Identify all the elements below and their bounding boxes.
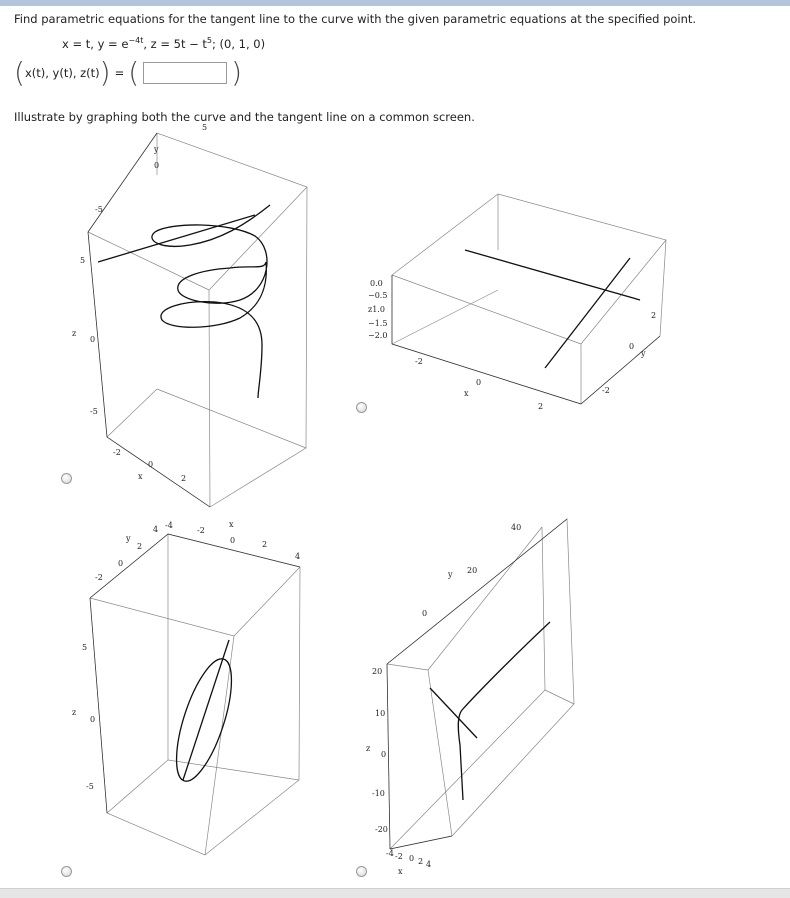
right-paren-1: ) xyxy=(99,56,111,89)
plot-c-label-x2: 2 xyxy=(262,540,268,549)
plot-d-curve xyxy=(458,622,550,800)
plot-d-label-y20: 20 xyxy=(467,566,478,575)
plot-a-label-xneg2: -2 xyxy=(113,448,121,457)
plot-c-label-x4: 4 xyxy=(295,552,301,561)
plot-c-label-xneg4: -4 xyxy=(165,521,173,530)
plot-d-label-z20: 20 xyxy=(372,667,383,676)
plot-d-label-x2: 2 xyxy=(418,857,424,866)
plot-c-label-y4: 4 xyxy=(153,525,159,534)
plot-d-radio[interactable] xyxy=(356,866,367,877)
equation-part-x: x = t, y = e xyxy=(62,36,129,51)
plot-d-label-x4: 4 xyxy=(426,860,432,869)
plot-d-label-y0: 0 xyxy=(422,609,428,618)
plot-c-label-xneg2: -2 xyxy=(197,526,205,535)
plot-c-label-z5: 5 xyxy=(82,643,88,652)
plot-b-label-x: x xyxy=(464,389,469,398)
answer-label: x(t), y(t), z(t) xyxy=(24,66,100,80)
plot-b-label-z1: z1.0 xyxy=(368,305,385,314)
plot-c-label-yneg2: -2 xyxy=(95,573,103,582)
plot-d-label-z: z xyxy=(366,744,371,753)
plot-d-label-x0: 0 xyxy=(409,854,415,863)
plot-a-label-z5: 5 xyxy=(80,256,86,265)
plot-c-label-x: x xyxy=(229,520,234,529)
answer-equals: = xyxy=(114,66,125,80)
illustrate-instruction: Illustrate by graphing both the curve and the tangent line on a common screen. xyxy=(14,110,475,124)
plot-a-label-zneg5: -5 xyxy=(90,407,98,416)
plot-c-label-y0: 0 xyxy=(118,559,124,568)
plot-b-label-zneg15: −1.5 xyxy=(368,319,388,328)
plot-b-label-x0: 0 xyxy=(476,378,482,387)
plot-a-label-x0: 0 xyxy=(148,460,154,469)
plot-d-box xyxy=(387,519,574,849)
plot-d-label-y: y xyxy=(448,570,453,579)
plot-d-label-z10: 10 xyxy=(375,709,386,718)
plot-b-label-z0: 0.0 xyxy=(370,279,383,288)
right-paren-2: ) xyxy=(231,56,243,89)
plot-c-label-zneg5: -5 xyxy=(86,782,94,791)
plot-a-label-yneg5: -5 xyxy=(95,205,103,214)
plot-c-label-z: z xyxy=(72,708,77,717)
plot-a-label-y: y xyxy=(154,145,159,154)
plot-d-label-z0: 0 xyxy=(381,750,387,759)
plot-b-label-x2: 2 xyxy=(538,402,544,411)
equation-point: ; (0, 1, 0) xyxy=(212,36,266,51)
question-prompt: Find parametric equations for the tangent line to the curve with the given parametric equations at the specified point. xyxy=(14,12,697,26)
left-paren-1: ( xyxy=(14,56,25,89)
plot-b-label-zneg05: −0.5 xyxy=(368,291,388,300)
plot-c-label-y2: 2 xyxy=(137,542,143,551)
plot-d-label-zneg20: -20 xyxy=(375,825,388,834)
plot-b-label-y2: 2 xyxy=(651,311,657,320)
plot-a-label-y0: 0 xyxy=(154,161,160,170)
plot-d-label-y40: 40 xyxy=(511,523,522,532)
plot-c-label-y: y xyxy=(126,534,131,543)
equation-part-z: , z = 5t − t xyxy=(143,36,207,51)
equation-exponent: −4t xyxy=(128,36,144,45)
plot-b-label-y0: 0 xyxy=(629,342,635,351)
plot-a-label-x: x xyxy=(138,472,143,481)
plot-b-label-xneg2: -2 xyxy=(415,357,423,366)
plot-c-label-z0: 0 xyxy=(90,715,96,724)
plot-a-label-z: z xyxy=(72,329,77,338)
equation-power: 5 xyxy=(206,36,213,45)
plot-d-label-xneg4: -4 xyxy=(386,849,394,858)
plot-b-label-zneg2: −2.0 xyxy=(368,331,388,340)
plot-a-label-top5: 5 xyxy=(202,123,208,132)
plot-b-label-yneg2: -2 xyxy=(602,386,610,395)
plot-d-label-zneg10: -10 xyxy=(372,789,385,798)
plot-a-label-x2: 2 xyxy=(181,474,187,483)
plot-c-label-x0: 0 xyxy=(230,536,236,545)
plot-a-label-z0: 0 xyxy=(90,335,96,344)
plot-d-label-x: x xyxy=(398,867,403,876)
plot-b-label-y: y xyxy=(641,349,646,358)
left-paren-2: ( xyxy=(128,56,140,89)
plot-d-label-xneg2: -2 xyxy=(395,852,403,861)
